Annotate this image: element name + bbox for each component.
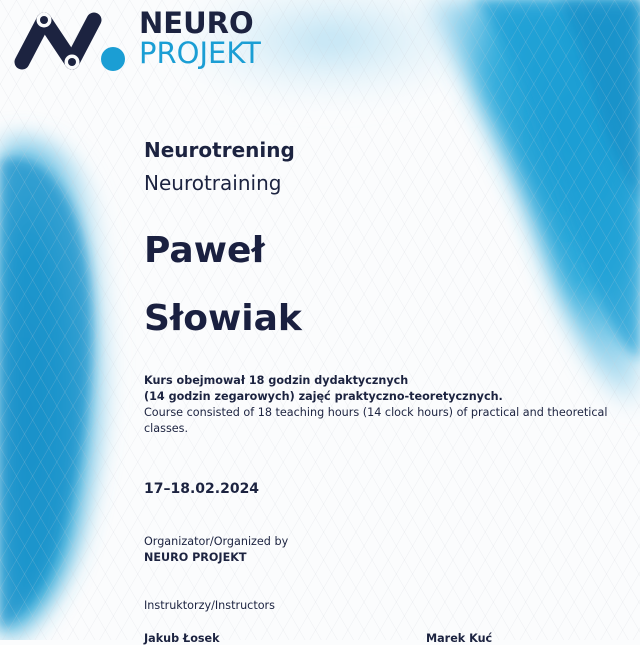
description-en-line1: Course consisted of 18 teaching hours (14 clock hours) of practical and theoretical: [144, 406, 608, 419]
description-pl-line2: (14 godzin zegarowych) zajęć praktyczno-teoretycznych.: [144, 390, 503, 403]
course-date: 17–18.02.2024: [144, 481, 260, 497]
organizer-name: NEURO PROJEKT: [144, 551, 247, 564]
organizer-label: Organizator/Organized by: [144, 535, 289, 548]
instructor-name: Marek Kuć: [426, 632, 493, 645]
participant-first-name: Paweł: [144, 230, 265, 271]
brand-name-line1: NEURO: [139, 6, 254, 40]
instructor-name: Jakub Łosek: [144, 632, 220, 645]
course-title-polish: Neurotrening: [144, 138, 295, 162]
description-pl-line1: Kurs obejmował 18 godzin dydaktycznych: [144, 374, 409, 387]
neuro-network-n-icon: [4, 2, 134, 78]
participant-last-name: Słowiak: [144, 298, 302, 339]
description-en-line2: classes.: [144, 422, 189, 435]
brand-name-line2: PROJEKT: [139, 36, 261, 70]
course-title-english: Neurotraining: [144, 171, 282, 195]
instructors-label: Instruktorzy/Instructors: [144, 599, 275, 612]
